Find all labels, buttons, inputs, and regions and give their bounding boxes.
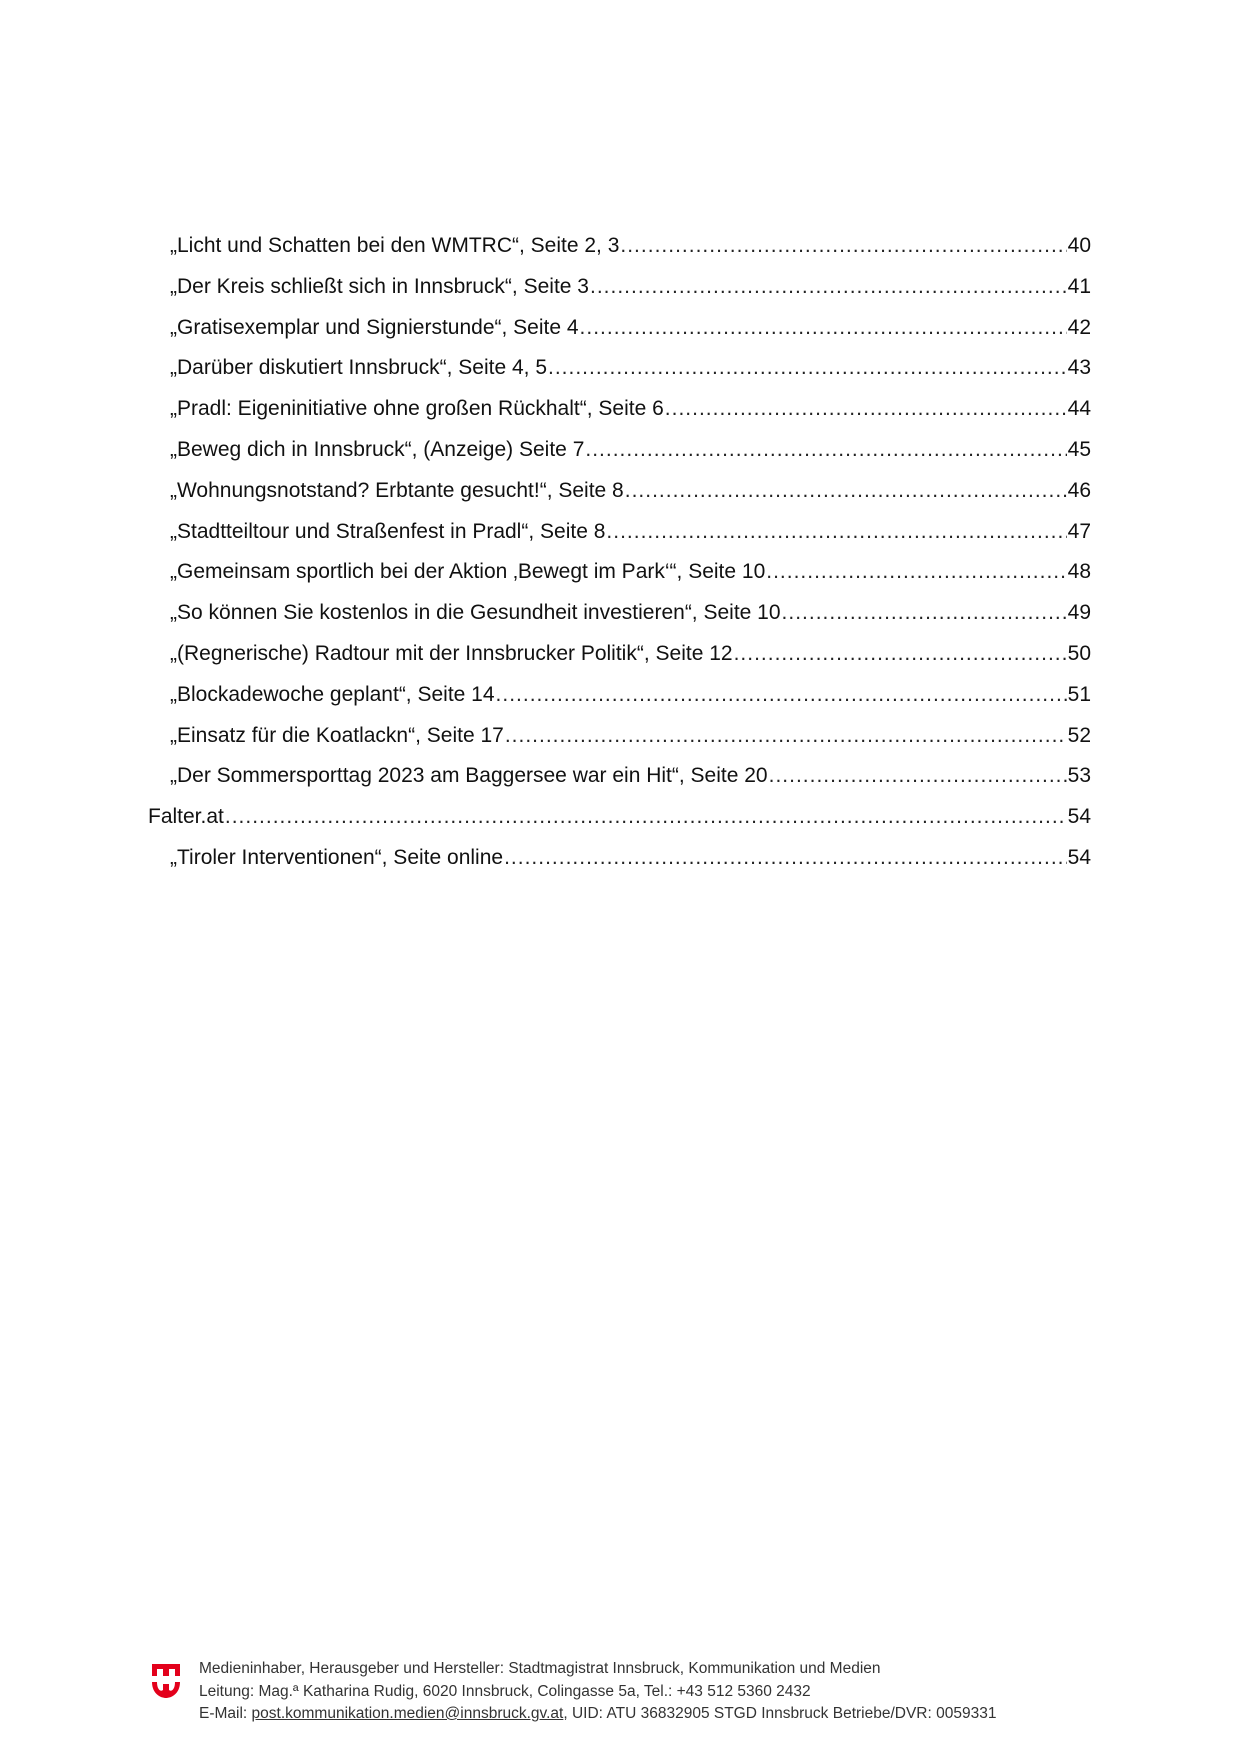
toc-leader-dots [620, 234, 1066, 258]
toc-entry[interactable] [148, 601, 1091, 642]
toc-leader-dots [580, 316, 1067, 340]
toc-entry-title: „Pradl: Eigeninitiative ohne großen Rückhalt“, Seite 6 [170, 397, 664, 421]
toc-entry-title: „Tiroler Interventionen“, Seite online [170, 845, 504, 869]
toc-entry-page: 47 [1067, 519, 1091, 543]
toc-leader-dots [606, 520, 1066, 544]
toc-leader-dots [665, 397, 1067, 421]
toc-entry-page: 40 [1067, 234, 1091, 257]
toc-entry-page: 54 [1067, 845, 1091, 869]
toc-leader-dots [585, 438, 1066, 462]
toc-leader-dots [590, 275, 1067, 299]
footer-uid: , UID: ATU 36832905 STGD Innsbruck Betriebe/DVR: 0059331 [563, 1705, 997, 1722]
toc-entry[interactable] [148, 356, 1091, 397]
toc-entry[interactable] [148, 560, 1091, 601]
toc-leader-dots [504, 846, 1067, 870]
toc-entry[interactable] [148, 275, 1091, 316]
toc-entry-page: 50 [1067, 641, 1091, 665]
toc-entry[interactable] [148, 479, 1091, 520]
toc-entry-title: „Blockadewoche geplant“, Seite 14 [170, 682, 495, 706]
toc-entry-title: „Licht und Schatten bei den WMTRC“, Seite 2, 3 [170, 234, 620, 257]
innsbruck-logo-icon [151, 1660, 181, 1700]
toc-entry-page: 43 [1067, 356, 1091, 380]
toc-entry-page: 42 [1067, 315, 1091, 339]
toc-entry-title: „Der Kreis schließt sich in Innsbruck“, Seite 3 [170, 274, 589, 298]
toc-entry[interactable] [148, 642, 1091, 683]
toc-entry-page: 44 [1067, 397, 1091, 421]
toc-entry-page: 54 [1067, 805, 1091, 829]
toc-entry[interactable] [148, 316, 1091, 357]
toc-leader-dots [734, 642, 1067, 666]
toc-entry[interactable] [148, 683, 1091, 724]
toc-leader-dots [625, 479, 1067, 503]
toc-entry-title: „Gemeinsam sportlich bei der Aktion ‚Bewegt im Park‘“, Seite 10 [170, 560, 766, 584]
toc-entry-title: „So können Sie kostenlos in die Gesundheit investieren“, Seite 10 [170, 601, 781, 625]
toc-entry-page: 51 [1067, 682, 1091, 706]
toc-entry-page: 53 [1067, 764, 1091, 788]
toc-entry-title: „Beweg dich in Innsbruck“, (Anzeige) Seite 7 [170, 437, 585, 461]
toc-entry[interactable] [148, 520, 1091, 561]
toc-entry-page: 45 [1067, 437, 1091, 461]
toc-entry[interactable] [148, 438, 1091, 479]
toc-leader-dots [225, 805, 1067, 829]
toc-leader-dots [766, 560, 1066, 584]
footer-publisher: Medieninhaber, Herausgeber und Hersteller: Stadtmagistrat Innsbruck, Kommunikation und Medien [199, 1660, 881, 1677]
email-label: E-Mail: [199, 1705, 252, 1722]
toc-entry[interactable] [148, 397, 1091, 438]
table-of-contents [148, 234, 1091, 887]
toc-entry-title: „Einsatz für die Koatlackn“, Seite 17 [170, 723, 504, 747]
toc-entry-page: 41 [1067, 274, 1091, 298]
toc-entry[interactable] [148, 234, 1091, 275]
toc-entry-page: 49 [1067, 601, 1091, 625]
toc-entry-title: „Wohnungsnotstand? Erbtante gesucht!“, Seite 8 [170, 478, 624, 502]
toc-entry-title: „Der Sommersporttag 2023 am Baggersee war ein Hit“, Seite 20 [170, 764, 768, 788]
footer-management: Leitung: Mag.ª Katharina Rudig, 6020 Innsbruck, Colingasse 5a, Tel.: +43 512 5360 2432 [199, 1682, 811, 1700]
toc-entry[interactable] [148, 724, 1091, 765]
email-link[interactable]: post.kommunikation.medien@innsbruck.gv.at [251, 1705, 564, 1722]
toc-entry-page: 48 [1067, 560, 1091, 584]
toc-leader-dots [496, 683, 1067, 707]
toc-entry-title: „Stadtteiltour und Straßenfest in Pradl“, Seite 8 [170, 519, 606, 543]
toc-leader-dots [505, 724, 1067, 748]
toc-entry[interactable] [148, 764, 1091, 805]
toc-entry-title: Falter.at [148, 805, 224, 829]
toc-entry-title: „Darüber diskutiert Innsbruck“, Seite 4, 5 [170, 356, 547, 380]
toc-entry-title: „Gratisexemplar und Signierstunde“, Seite 4 [170, 315, 579, 339]
toc-entry-title: „(Regnerische) Radtour mit der Innsbrucker Politik“, Seite 12 [170, 641, 733, 665]
toc-leader-dots [782, 601, 1067, 625]
toc-leader-dots [769, 764, 1067, 788]
toc-leader-dots [548, 356, 1067, 380]
toc-entry[interactable] [148, 805, 1091, 846]
toc-entry[interactable] [148, 846, 1091, 887]
toc-entry-page: 46 [1067, 478, 1091, 502]
footer-contact [199, 1703, 996, 1726]
toc-entry-page: 52 [1067, 723, 1091, 747]
